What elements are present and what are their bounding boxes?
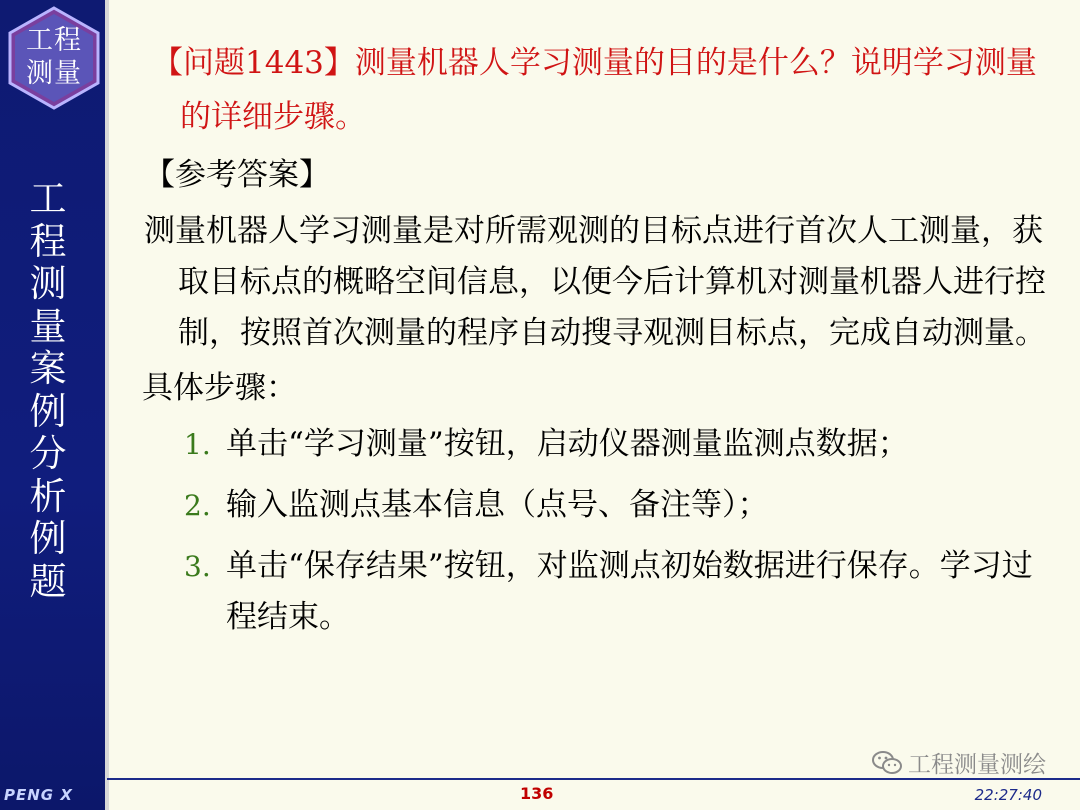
watermark-text: 工程测量测绘 — [908, 752, 1046, 778]
clock-time: 22:27:40 — [974, 786, 1042, 804]
page-number: 136 — [520, 784, 554, 803]
step-number: 1. — [184, 428, 211, 461]
wechat-icon — [872, 750, 902, 776]
question-text: 【问题1443】测量机器人学习测量的目的是什么？说明学习测量的详细步骤。 — [152, 45, 1037, 135]
step-text: 输入监测点基本信息（点号、备注等）； — [226, 487, 769, 523]
sidebar-vertical-title: 工程测量案例分析例题 — [29, 177, 67, 603]
slide-content — [140, 36, 1060, 653]
watermark — [872, 746, 1046, 779]
step-text: 单击“学习测量”按钮，启动仪器测量监测点数据； — [226, 426, 909, 462]
steps-list — [184, 419, 1060, 643]
list-item — [184, 541, 1060, 643]
author-label: PENG X — [4, 786, 73, 804]
sidebar-divider — [105, 0, 109, 810]
step-text: 单击“保存结果”按钮，对监测点初始数据进行保存。学习过程结束。 — [226, 548, 1033, 635]
step-number: 2. — [184, 489, 211, 522]
footer-divider — [107, 778, 1080, 780]
step-number: 3. — [184, 550, 211, 583]
steps-heading: 具体步骤： — [142, 370, 297, 406]
list-item — [184, 480, 1060, 531]
badge-line-1: 工程 — [26, 25, 82, 56]
reference-answer-label: 【参考答案】 — [144, 157, 330, 193]
list-item — [184, 419, 1060, 470]
badge-label — [7, 24, 101, 90]
badge-line-2: 测量 — [26, 58, 82, 89]
answer-paragraph: 测量机器人学习测量是对所需观测的目标点进行首次人工测量，获取目标点的概略空间信息，以便今后计算机对测量机器人进行控制，按照首次测量的程序自动搜寻观测目标点，完成自动测量。 — [144, 213, 1046, 351]
